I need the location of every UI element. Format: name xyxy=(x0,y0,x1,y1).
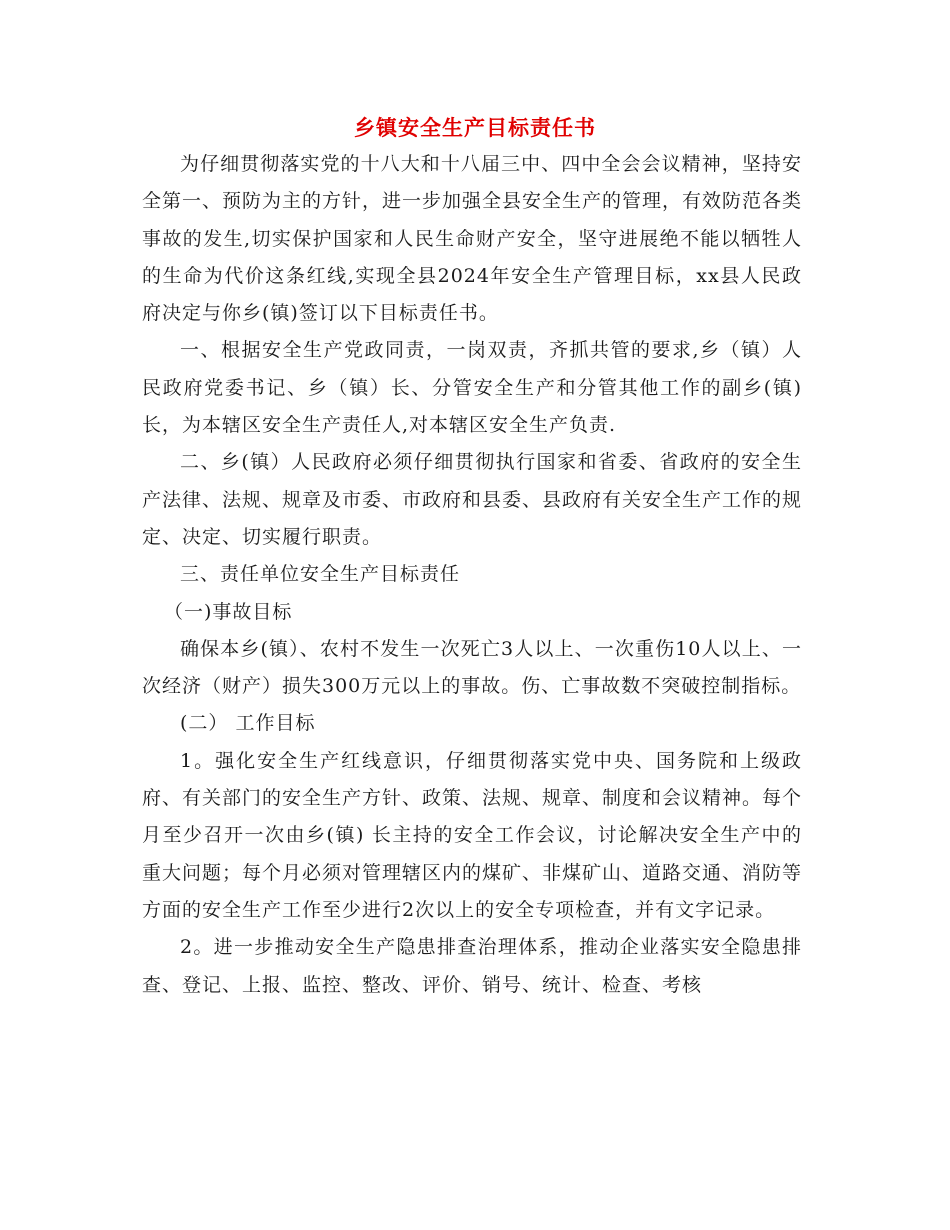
document-body xyxy=(142,146,802,1004)
paragraph-work-item-2: 2。进一步推动安全生产隐患排查治理体系，推动企业落实安全隐患排查、登记、上报、监控、整改、评价、销号、统计、检查、考核 xyxy=(142,936,802,996)
paragraph-subheading-work-target: (二） 工作目标 xyxy=(180,712,316,735)
paragraph-work-item-1: 1。强化安全生产红线意识，仔细贯彻落实党中央、国务院和上级政府、有关部门的安全生产方针、政策、法规、规章、制度和会议精神。每个月至少召开一次由乡(镇) 长主持的安全工作会议，讨论解决安全生产中的重大问题；每个月必须对管理辖区内的煤矿、非煤矿山、道路交通、消防等方面的安全生产工作至少进行2次以上的安全专项检查，并有文字记录。 xyxy=(142,749,803,921)
paragraph-accident-target: 确保本乡(镇）、农村不发生一次死亡3人以上、一次重伤10人以上、一次经济（财产）损失300万元以上的事故。伤、亡事故数不突破控制指标。 xyxy=(142,637,802,698)
paragraph-section-2: 二、乡(镇）人民政府必须仔细贯彻执行国家和省委、省政府的安全生产法律、法规、规章及市委、市政府和县委、县政府有关安全生产工作的规定、决定、切实履行职责。 xyxy=(142,451,803,548)
paragraph-intro: 为仔细贯彻落实党的十八大和十八届三中、四中全会会议精神，坚持安全第一、预防为主的方针，进一步加强全县安全生产的管理，有效防范各类事故的发生,切实保护国家和人民生命财产安全，坚守进展绝不能以牺牲人的生命为代价这条红线,实现全县2024年安全生产管理目标，xx县人民政府决定与你乡(镇)签订以下目标责任书。 xyxy=(142,153,803,325)
document-title: 乡镇安全生产目标责任书 xyxy=(354,116,596,140)
paragraph-section-1: 一、根据安全生产党政同责，一岗双责，齐抓共管的要求,乡（镇）人民政府党委书记、乡（镇）长、分管安全生产和分管其他工作的副乡(镇)长，为本辖区安全生产责任人,对本辖区安全生产负责. xyxy=(142,339,802,437)
paragraph-subheading-accident-target: （一)事故目标 xyxy=(164,600,293,623)
paragraph-section-3-heading: 三、责任单位安全生产目标责任 xyxy=(180,563,461,586)
